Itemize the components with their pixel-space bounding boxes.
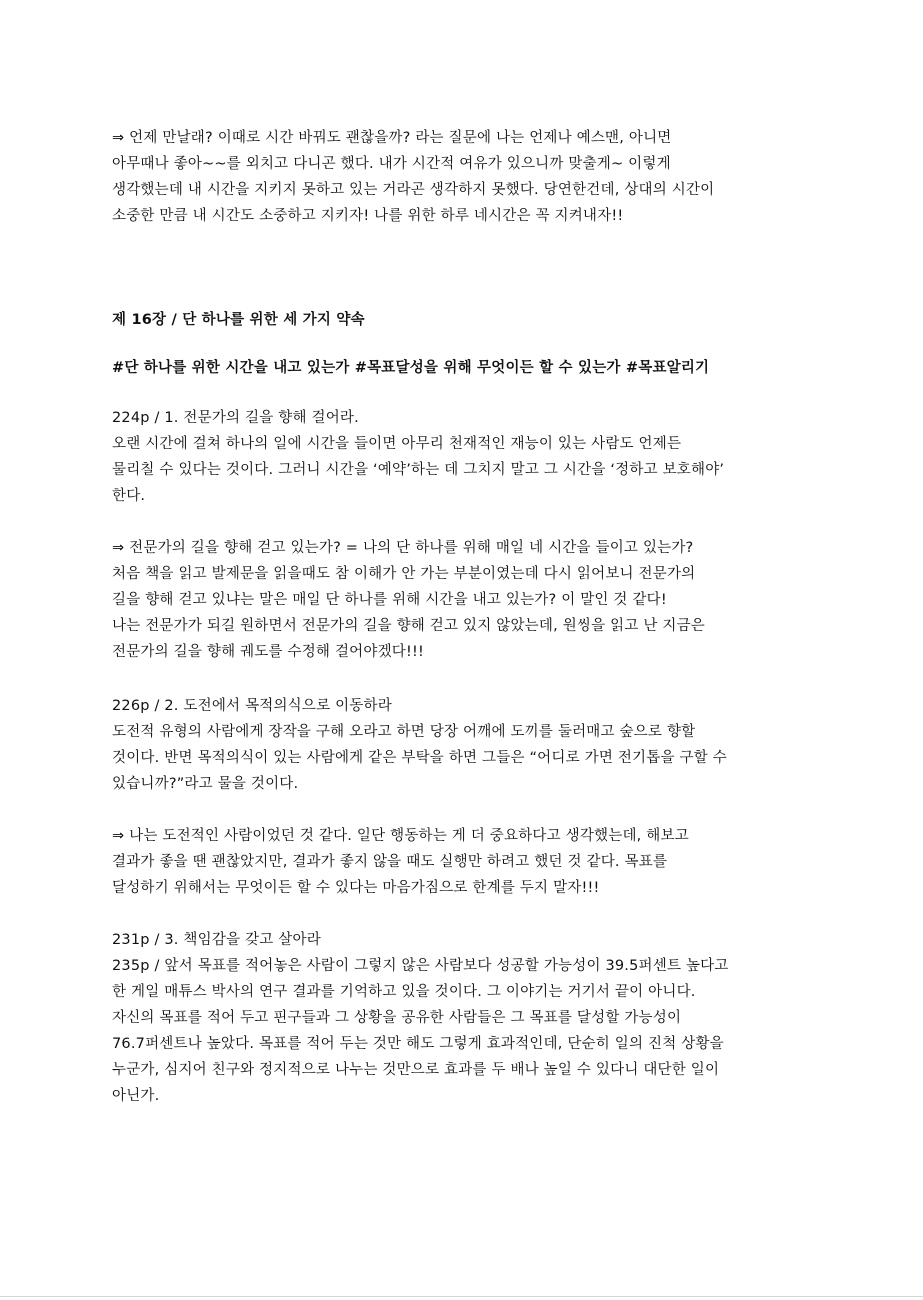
quote-line: 있습니까?”라고 물을 것이다.: [112, 776, 299, 792]
page-bottom-divider: [0, 1296, 923, 1297]
reflection-line: ⇒ 전문가의 길을 향해 걷고 있는가? = 나의 단 하나를 위해 매일 네 시간을 들이고 있는가?: [112, 540, 694, 556]
reflection-line: 나는 전문가가 되길 원하면서 전문가의 길을 향해 걷고 있지 않았는데, 원씽을 읽고 난 지금은: [112, 618, 705, 634]
reflection-line: 길을 향해 걷고 있냐는 말은 매일 단 하나를 위해 시간을 내고 있는가? 이 말인 것 같다!: [112, 592, 667, 608]
quote-line: 것이다. 반면 목적의식이 있는 사람에게 같은 부탁을 하면 그들은 “어디로 가면 전기톱을 구할 수: [112, 750, 727, 766]
reflection-line: 달성하기 위해서는 무엇이든 할 수 있다는 마음가짐으로 한계를 두지 말자!!!: [112, 880, 600, 896]
section-heading: 224p / 1. 전문가의 길을 향해 걸어라.: [112, 410, 359, 426]
reflection-line: 전문가의 길을 향해 궤도를 수정해 걸어야겠다!!!: [112, 644, 425, 660]
chapter-title: 제 16장 / 단 하나를 위한 세 가지 약속: [112, 312, 365, 328]
section-heading: 226p / 2. 도전에서 목적의식으로 이동하라: [112, 698, 392, 714]
text-line: ⇒ 언제 만날래? 이때로 시간 바꿔도 괜찮을까? 라는 질문에 나는 언제나 예스맨, 아니면: [112, 130, 672, 146]
hashtags: #단 하나를 위한 시간을 내고 있는가 #목표달성을 위해 무엇이든 할 수 있는가 #목표알리기: [112, 360, 710, 376]
quote-line: 235p / 앞서 목표를 적어놓은 사람이 그렇지 않은 사람보다 성공할 가능성이 39.5퍼센트 높다고: [112, 958, 729, 974]
quote-line: 한 게일 매튜스 박사의 연구 결과를 기억하고 있을 것이다. 그 이야기는 거기서 끝이 아니다.: [112, 984, 696, 1000]
quote-line: 누군가, 심지어 친구와 정지적으로 나누는 것만으로 효과를 두 배나 높일 수 있다니 대단한 일이: [112, 1062, 720, 1078]
quote-line: 76.7퍼센트나 높았다. 목표를 적어 두는 것만 해도 그렇게 효과적인데, 단순히 일의 진척 상황을: [112, 1036, 724, 1052]
quote-line: 물리칠 수 있다는 것이다. 그러니 시간을 ‘예약’하는 데 그치지 말고 그 시간을 ‘정하고 보호해야’: [112, 462, 725, 478]
section-heading: 231p / 3. 책임감을 갖고 살아라: [112, 932, 321, 948]
reflection-line: 결과가 좋을 땐 괜찮았지만, 결과가 좋지 않을 때도 실행만 하려고 했던 것 같다. 목표를: [112, 854, 668, 870]
reflection-line: ⇒ 나는 도전적인 사람이었던 것 같다. 일단 행동하는 게 더 중요하다고 생각했는데, 해보고: [112, 828, 689, 844]
quote-line: 오랜 시간에 걸쳐 하나의 일에 시간을 들이면 아무리 천재적인 재능이 있는 사람도 언제든: [112, 436, 682, 452]
text-line: 소중한 만큼 내 시간도 소중하고 지키자! 나를 위한 하루 네시간은 꼭 지켜내자!!: [112, 208, 624, 224]
text-line: 아무때나 좋아~~를 외치고 다니곤 했다. 내가 시간적 여유가 있으니까 맞출게~ 이렇게: [112, 156, 671, 172]
quote-line: 도전적 유형의 사람에게 장작을 구해 오라고 하면 당장 어깨에 도끼를 둘러매고 숲으로 향할: [112, 724, 696, 740]
reflection-line: 처음 책을 읽고 발제문을 읽을때도 참 이해가 안 가는 부분이였는데 다시 읽어보니 전문가의: [112, 566, 696, 582]
quote-line: 자신의 목표를 적어 두고 핀구들과 그 상황을 공유한 사람들은 그 목표를 달성할 가능성이: [112, 1010, 682, 1026]
text-line: 생각했는데 내 시간을 지키지 못하고 있는 거라곤 생각하지 못했다. 당연한건데, 상대의 시간이: [112, 182, 715, 198]
quote-line: 아닌가.: [112, 1088, 160, 1104]
quote-line: 한다.: [112, 488, 146, 504]
